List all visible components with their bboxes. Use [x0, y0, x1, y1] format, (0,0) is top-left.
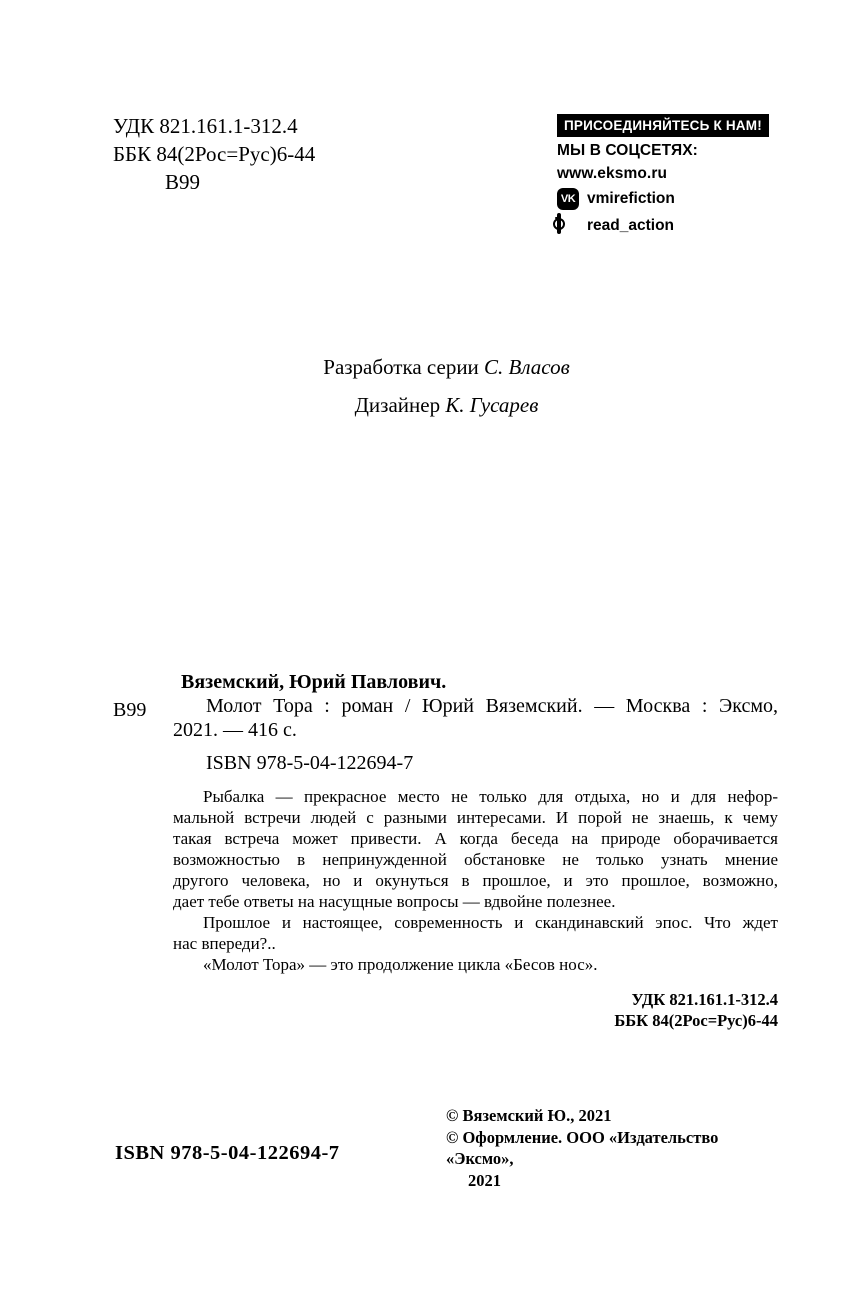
website-text: www.eksmo.ru [557, 165, 668, 182]
designer-label: Дизайнер [354, 393, 446, 417]
isbn-bottom: ISBN 978-5-04-122694-7 [115, 1142, 340, 1164]
series-label: Разработка серии [323, 355, 485, 379]
text-line: другого человека, но и окунуться в прошлое, и это прошлое, возможно, [173, 871, 778, 890]
card-title-line-1: Молот Тора : роман / Юрий Вяземский. — Москва : Эксмо, [206, 695, 778, 717]
copyright-publisher-line: © Оформление. ООО «Издательство «Эксмо», [446, 1127, 719, 1168]
designer-line [115, 393, 778, 418]
join-us-banner: ПРИСОЕДИНЯЙТЕСЬ К НАМ! [557, 114, 769, 137]
text-line: мальной встречи людей с разными интересами. И порой не знаешь, к чему [173, 808, 778, 827]
series-designer-name: С. Власов [484, 355, 570, 379]
designer-name: К. Гусарев [445, 393, 539, 417]
udk-line: УДК 821.161.1-312.4 [113, 114, 298, 138]
instagram-icon [557, 215, 579, 237]
annotation-paragraph [173, 912, 778, 954]
copyright-author-line: © Вяземский Ю., 2021 [446, 1106, 612, 1125]
text-line: Рыбалка — прекрасное место не только для отдыха, но и для нефор- [203, 787, 778, 806]
annotation-block [173, 786, 778, 975]
card-author-heading: Вяземский, Юрий Павлович. [181, 671, 447, 693]
bbk-line: ББК 84(2Рос=Рус)6-44 [113, 142, 316, 166]
text-line: «Молот Тора» — это продолжение цикла «Бесов нос». [203, 955, 598, 974]
copyright-block [446, 1105, 786, 1191]
udk-line-bottom: УДК 821.161.1-312.4 [631, 990, 778, 1009]
series-line [115, 355, 778, 380]
vk-icon: VK [557, 188, 579, 210]
author-sign-margin: В99 [113, 699, 147, 721]
text-line: такая встреча может привести. А когда беседа на природе оборачивается [173, 829, 778, 848]
copyright-publisher-year: 2021 [468, 1170, 501, 1190]
social-box [557, 114, 779, 237]
instagram-handle: read_action [587, 217, 675, 234]
instagram-row [557, 215, 779, 237]
vk-handle: vmirefiction [587, 190, 675, 207]
text-line: возможностью в непринужденной обстановке не только узнать мнение [173, 850, 778, 869]
author-sign-line: В99 [165, 170, 201, 194]
classification-bottom-block [614, 989, 778, 1031]
classification-block [113, 112, 315, 196]
card-title-line-2: 2021. — 416 с. [173, 719, 297, 741]
bbk-line-bottom: ББК 84(2Рос=Рус)6-44 [614, 1011, 778, 1030]
series-credits [115, 355, 778, 418]
text-line: дает тебе ответы на насущные вопросы — вдвойне полезнее. [173, 892, 616, 911]
social-subtitle: МЫ В СОЦСЕТЯХ: [557, 142, 698, 159]
card-isbn-line: ISBN 978-5-04-122694-7 [206, 752, 414, 774]
text-line: Прошлое и настоящее, современность и скандинавский эпос. Что ждет [203, 913, 778, 932]
annotation-paragraph [173, 786, 778, 912]
annotation-paragraph [173, 954, 778, 975]
vk-row [557, 188, 779, 210]
text-line: нас впереди?.. [173, 934, 276, 953]
catalog-card [173, 670, 778, 775]
